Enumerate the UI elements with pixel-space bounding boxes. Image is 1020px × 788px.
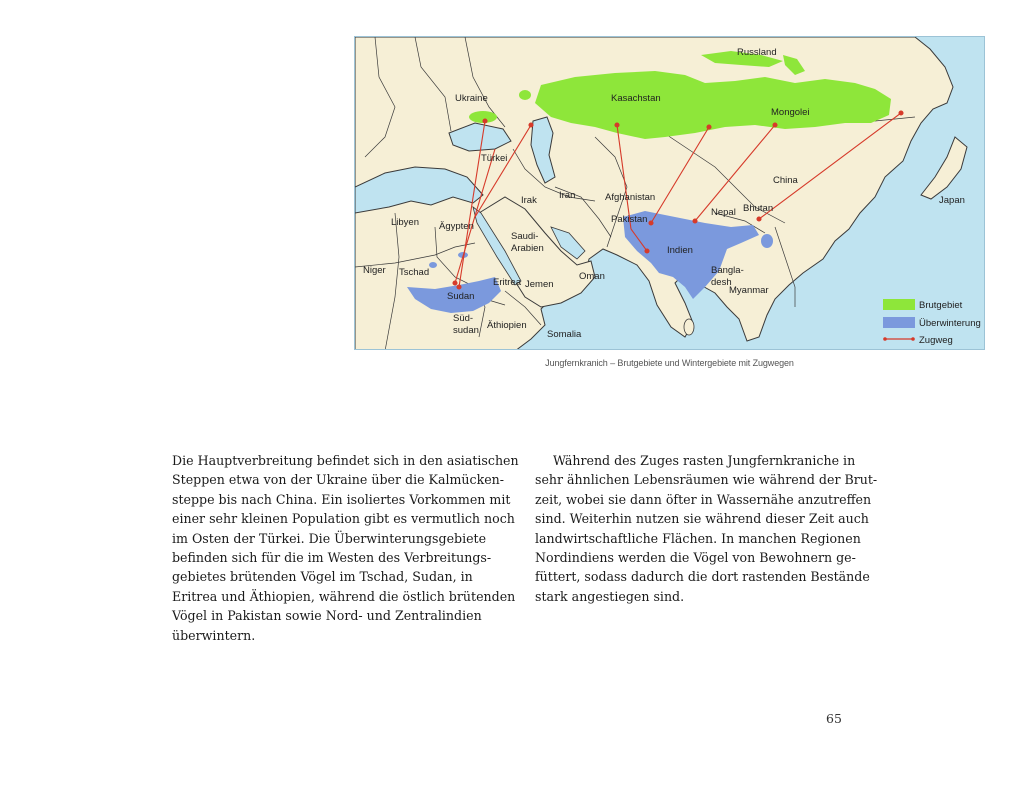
map-canvas bbox=[355, 37, 985, 350]
label-tuerkei: Türkei bbox=[481, 153, 508, 164]
label-russland: Russland bbox=[737, 47, 777, 58]
left-line: gebietes brütenden Vögel im Tschad, Sudan, in bbox=[172, 569, 473, 585]
label-niger: Niger bbox=[363, 265, 386, 276]
label-japan: Japan bbox=[939, 195, 965, 206]
label-bhutan: Bhutan bbox=[743, 203, 774, 214]
left-line: befinden sich für die im Westen des Verbreitungs- bbox=[172, 550, 492, 566]
text-column-right bbox=[535, 451, 878, 606]
left-line: einer sehr kleinen Population gibt es vermutlich noch bbox=[172, 511, 515, 527]
label-aegypten: Ägypten bbox=[439, 221, 474, 232]
right-line: sehr ähnlichen Lebensräumen wie während der Brut- bbox=[535, 472, 878, 488]
label-oman: Oman bbox=[579, 271, 605, 282]
label-saudi-2: Arabien bbox=[511, 243, 544, 254]
label-nepal: Nepal bbox=[711, 207, 736, 218]
label-china: China bbox=[773, 175, 798, 186]
label-suedsudan-2: sudan bbox=[453, 325, 479, 336]
label-pakistan: Pakistan bbox=[611, 214, 648, 225]
label-bangladesh-1: Bangla- bbox=[711, 265, 744, 276]
legend-arrow-end bbox=[911, 337, 915, 341]
legend-label-wintering: Überwinterung bbox=[919, 318, 981, 329]
left-line: Eritrea und Äthiopien, während die östlich brütenden bbox=[172, 588, 516, 604]
page-number: 65 bbox=[826, 711, 842, 726]
label-saudi-1: Saudi- bbox=[511, 231, 539, 242]
label-ukraine: Ukraine bbox=[455, 93, 488, 104]
label-irak: Irak bbox=[521, 195, 537, 206]
left-line: überwintern. bbox=[172, 627, 256, 643]
legend-arrow-start bbox=[883, 337, 887, 341]
label-libyen: Libyen bbox=[391, 217, 419, 228]
label-jemen: Jemen bbox=[525, 279, 554, 290]
legend-swatch-wintering bbox=[883, 317, 915, 328]
legend-label-migration: Zugweg bbox=[919, 335, 953, 346]
label-myanmar: Myanmar bbox=[729, 285, 769, 296]
label-afghanistan: Afghanistan bbox=[605, 192, 656, 203]
legend-label-breeding: Brutgebiet bbox=[919, 300, 963, 311]
wintering-area-tschad bbox=[429, 262, 437, 268]
label-tschad: Tschad bbox=[399, 267, 430, 278]
migration-map bbox=[354, 36, 985, 350]
breeding-area-west bbox=[519, 90, 531, 100]
landmass-sri-lanka bbox=[684, 319, 694, 335]
right-line: landwirtschaftliche Flächen. In manchen Regionen bbox=[535, 530, 861, 546]
right-line: Während des Zuges rasten Jungfernkraniche in bbox=[553, 453, 856, 468]
right-line: stark angestiegen sind. bbox=[535, 588, 685, 604]
label-indien: Indien bbox=[667, 245, 693, 256]
wintering-area-myanmar bbox=[761, 234, 773, 248]
label-aethiopien: Äthiopien bbox=[487, 320, 527, 331]
left-line: im Osten der Türkei. Die Überwinterungsgebiete bbox=[172, 530, 487, 546]
legend-swatch-breeding bbox=[883, 299, 915, 310]
right-line: zeit, wobei sie dann öfter in Wassernähe anzutreffen bbox=[535, 491, 872, 507]
label-bangladesh-2: desh bbox=[711, 277, 732, 288]
label-kasachstan: Kasachstan bbox=[611, 93, 661, 104]
text-column-left bbox=[172, 451, 519, 645]
right-line: füttert, sodass dadurch die dort rastenden Bestände bbox=[535, 569, 870, 585]
label-sudan: Sudan bbox=[447, 291, 475, 302]
label-eritrea: Eritrea bbox=[493, 277, 521, 288]
left-line: Vögel in Pakistan sowie Nord- und Zentralindien bbox=[172, 608, 482, 624]
left-line: Steppen etwa von der Ukraine über die Kalmücken- bbox=[172, 472, 505, 488]
right-line: Nordindiens werden die Vögel von Bewohnern ge- bbox=[535, 550, 856, 566]
right-line: sind. Weiterhin nutzen sie während dieser Zeit auch bbox=[535, 511, 869, 527]
map-caption: Jungfernkranich – Brutgebiete und Wintergebiete mit Zugwegen bbox=[545, 358, 794, 368]
label-suedsudan-1: Süd- bbox=[453, 313, 474, 324]
left-line: steppe bis nach China. Ein isoliertes Vorkommen mit bbox=[172, 491, 511, 507]
label-mongolei: Mongolei bbox=[771, 107, 810, 118]
label-somalia: Somalia bbox=[547, 329, 582, 340]
label-iran: Iran bbox=[559, 190, 576, 201]
left-line: Die Hauptverbreitung befindet sich in den asiatischen bbox=[172, 453, 519, 468]
